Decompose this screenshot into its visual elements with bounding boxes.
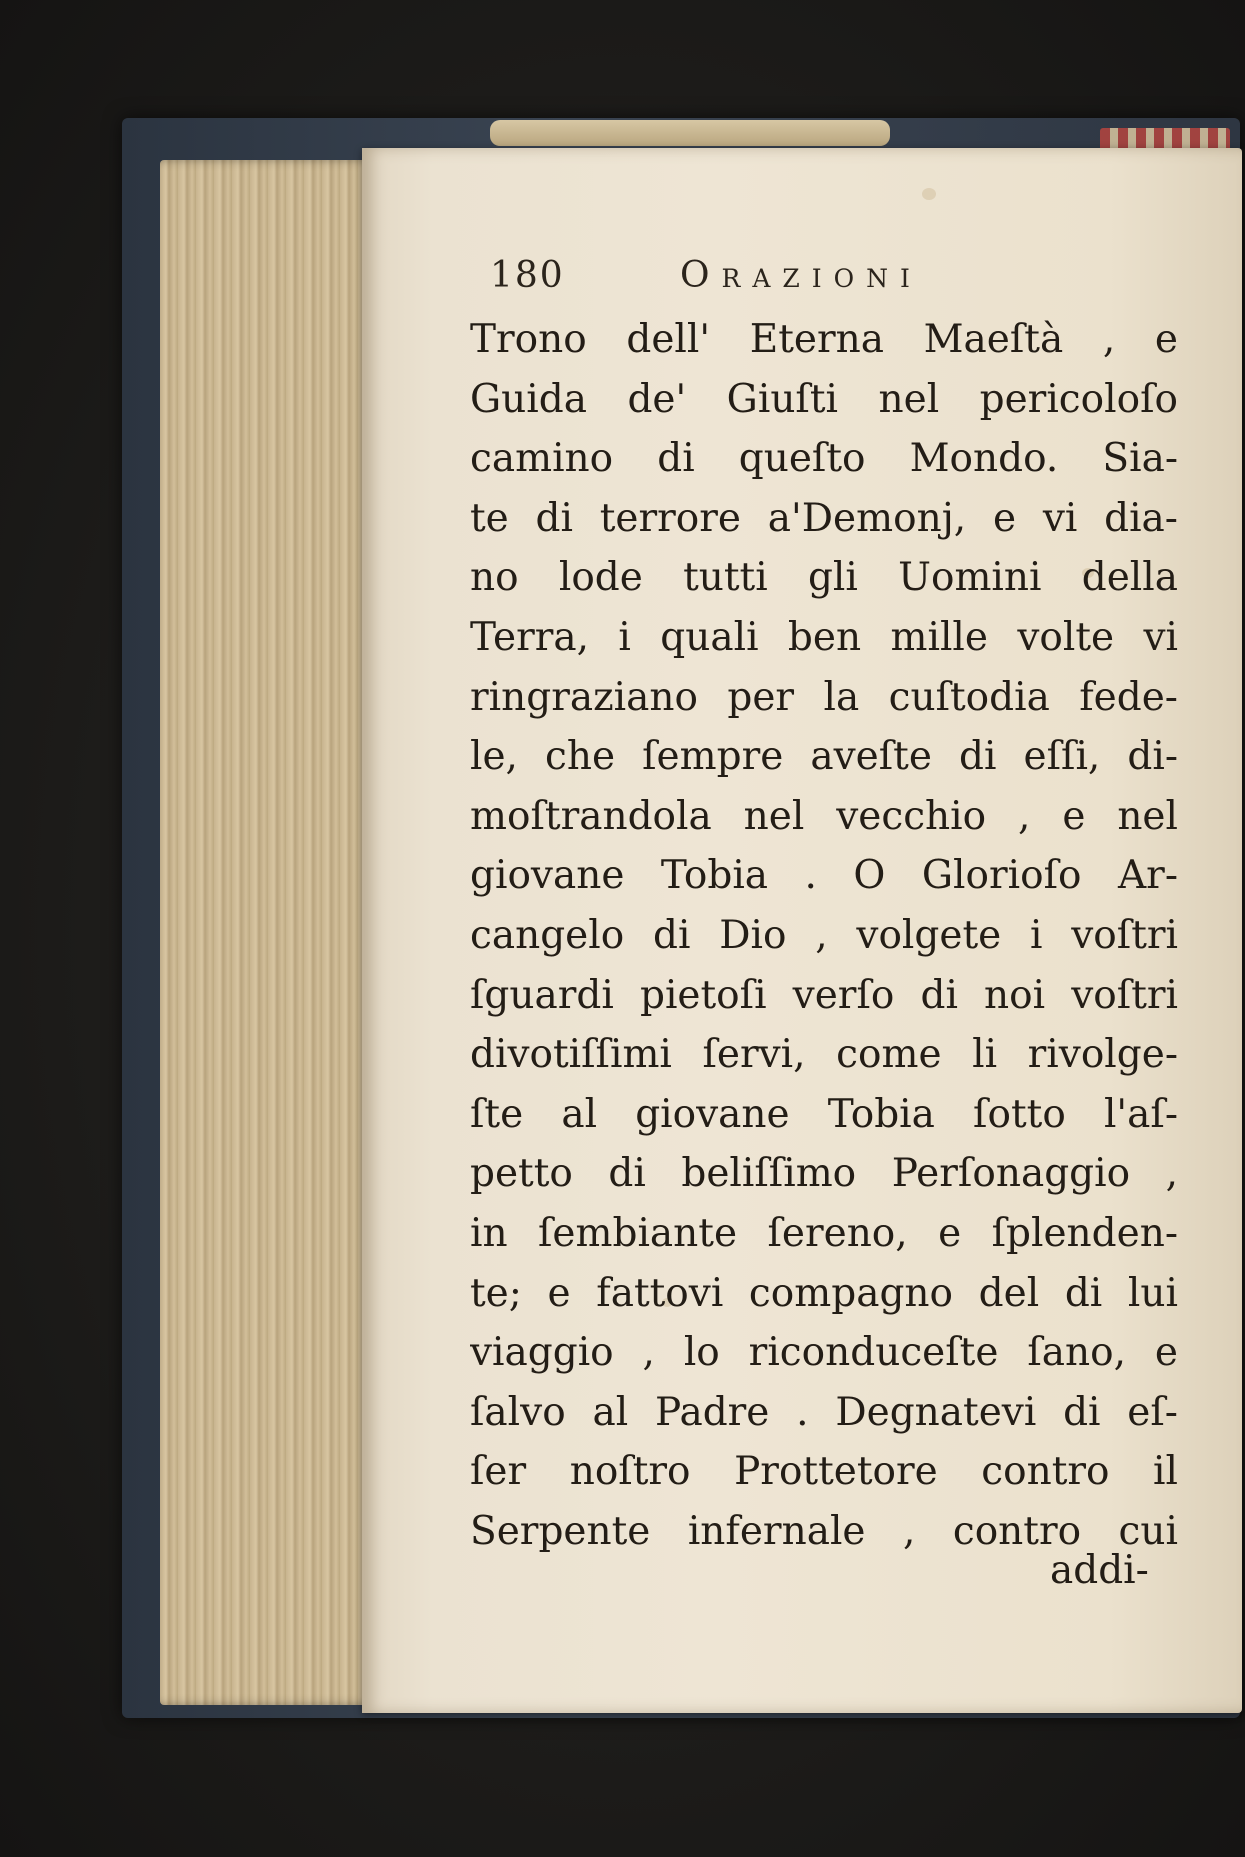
text-line: camino di queſto Mondo. Sia- xyxy=(470,436,1178,482)
running-title: Orazioni xyxy=(680,255,922,296)
text-line: ſer noſtro Prottetore contro il xyxy=(470,1449,1178,1495)
text-line: Serpente infernale , contro cui xyxy=(470,1508,1178,1554)
text-line: viaggio , lo riconduceſte ſano, e xyxy=(470,1330,1178,1376)
page-edges xyxy=(160,160,375,1705)
text-line: ringraziano per la cuſtodia fede- xyxy=(470,674,1178,720)
text-line: le, che ſempre aveſte di eſſi, di- xyxy=(470,734,1178,780)
text-line: ſte al giovane Tobia ſotto l'aſ- xyxy=(470,1091,1178,1137)
text-line: moſtrandola nel vecchio , e nel xyxy=(470,793,1178,839)
text-line: divotiſſimi ſervi, come li rivolge- xyxy=(470,1032,1178,1078)
text-line: cangelo di Dio , volgete i voſtri xyxy=(470,912,1178,958)
text-line: te di terrore a'Demonj, e vi dia- xyxy=(470,495,1178,541)
text-line: Terra, i quali ben mille volte vi xyxy=(470,614,1178,660)
foxing-spot xyxy=(922,188,936,200)
text-line: te; e fattovi compagno del di lui xyxy=(470,1270,1178,1316)
body-text xyxy=(470,310,1178,1561)
catchword: addi- xyxy=(1050,1548,1149,1593)
text-line: Trono dell' Eterna Maeſtà , e xyxy=(470,317,1178,362)
text-line: petto di beliſſimo Perſonaggio , xyxy=(470,1151,1178,1197)
text-line: no lode tutti gli Uomini della xyxy=(470,555,1178,601)
running-head xyxy=(490,255,1010,305)
cover-top-strip xyxy=(490,120,890,146)
page-number: 180 xyxy=(490,255,565,296)
text-line: giovane Tobia . O Glorioſo Ar- xyxy=(470,853,1178,899)
text-line: in ſembiante ſereno, e ſplenden- xyxy=(470,1210,1178,1256)
text-line: ſguardi pietoſi verſo di noi voſtri xyxy=(470,972,1178,1018)
text-line: ſalvo al Padre . Degnatevi di eſ- xyxy=(470,1389,1178,1435)
text-line: Guida de' Giuſti nel pericoloſo xyxy=(470,376,1178,422)
